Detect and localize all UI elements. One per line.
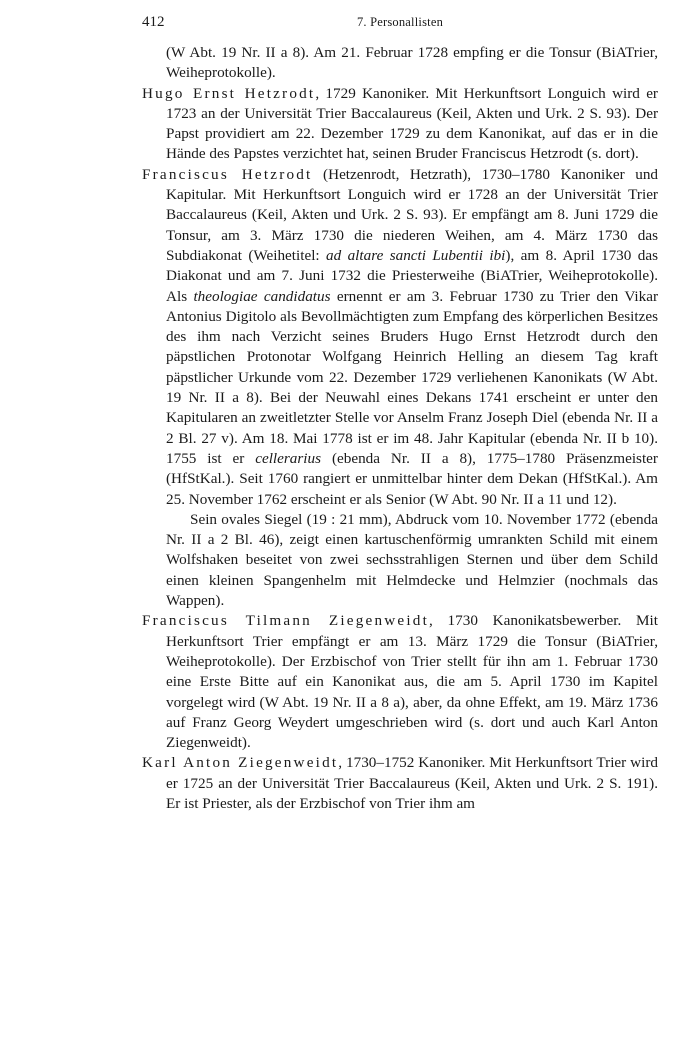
entry-name: Franciscus Hetzrodt — [142, 165, 313, 183]
entry-franciscus-tilmann-ziegenweidt: Franciscus Tilmann Ziegenweidt, 1730 Kanonikatsbewerber. Mit Herkunftsort Trier empfängt er am 13. März 1729 die Tonsur (BiATrier, Weiheprotokolle). Der Erzbischof von Trier stellt für ihn am 1. Februar 1730 eine Erste Bitte auf ein Kanonikat aus, die am 5. April 1730 im Kapitel vorgelegt wird (W Abt. 19 Nr. II a 8 a), aber, da ohne Effekt, am 19. März 1736 auf Franz Georg Weydert umgeschrieben wird (s. dort und auch Karl Anton Ziegenweidt). — [142, 612, 658, 752]
entry-karl-anton-ziegenweidt: Karl Anton Ziegenweidt, 1730–1752 Kanoniker. Mit Herkunftsort Trier wird er 1725 an der Universität Trier Baccalaureus (Keil, Akten und Urk. 2 S. 191). Er ist Priester, als der Erzbischof von Trier ihm am — [142, 754, 658, 812]
entry-franciscus-hetzrodt: Franciscus Hetzrodt (Hetzenrodt, Hetzrath), 1730–1780 Kanoniker und Kapitular. Mit Herkunftsort Longuich wird er 1728 an der Universität Trier Baccalaureus (Keil, Akten und Urk. 2 S. 93). Er empfängt am 8. Juni 1729 die Tonsur, am 3. März 1730 die niederen Weihen, am 4. März 1730 das Subdiakonat (Weihetitel: ad altare sancti Lubentii ibi), am 8. April 1730 das Diakonat und am 7. Juni 1732 die Priesterweihe (BiATrier, Weiheprotokolle). Als theologiae candidatus ernennt er am 3. Februar 1730 zu Trier den Vikar Antonius Digitolo als Bevollmächtigten zum Empfang des körperlichen Besitzes des ihm nach Verzicht seines Bruders Hugo Ernst Hetzrodt durch den päpstlichen Protonotar Wolfgang Heinrich Helling an diesem Tag kraft päpstlicher Urkunde vom 22. Dezember 1729 verliehenen Kanonikats (W Abt. 19 Nr. II a 8). Bei der Neuwahl eines Dekans 1741 erscheint er unter den Kapitularen an zweitletzter Stelle vor Anselm Franz Joseph Diel (ebenda Nr. II a 2 Bl. 27 v). Am 18. Mai 1778 ist er im 48. Jahr Kapitular (ebenda Nr. II b 10). 1755 ist er cellerarius (ebenda Nr. II a 8), 1775–1780 Präsenzmeister (HfStKal.). Seit 1760 rangiert er unmittelbar hinter dem Dekan (HfStKal.). Am 25. November 1762 erscheint er als Senior (W Abt. 90 Nr. II a 11 und 12). — [142, 165, 659, 508]
text-body — [142, 43, 658, 814]
seal-description: Sein ovales Siegel (19 : 21 mm), Abdruck vom 10. November 1772 (ebenda Nr. II a 2 Bl. 46), zeigt einen kartuschenförmig umrankten Schild mit einem Wolfshaken beseitet von zwei sechsstrahligen Sternen und über dem Schild einen kleinen Spangenhelm mit Helmdecke und Helmzier (nochmals das Wappen). — [166, 510, 658, 610]
page-number: 412 — [142, 14, 165, 30]
entry-hugo-hetzrodt: Hugo Ernst Hetzrodt, 1729 Kanoniker. Mit Herkunftsort Longuich wird er 1723 an der Universität Trier Baccalaureus (Keil, Akten und Urk. 2 S. 93). Der Papst providiert am 22. Dezember 1729 zu dem Kanonikat, auf das er in die Hände des Papstes verzichtet hat, seinen Bruder Franciscus Hetzrodt (s. dort). — [142, 84, 658, 163]
running-head: 7. Personallisten — [356, 15, 444, 29]
entry-name: Hugo Ernst Hetzrodt — [142, 84, 316, 102]
page-header — [142, 14, 658, 34]
entry-name: Karl Anton Ziegenweidt — [142, 754, 339, 772]
continued-paragraph: (W Abt. 19 Nr. II a 8). Am 21. Februar 1728 empfing er die Tonsur (BiATrier, Weiheprotokolle). — [166, 44, 658, 82]
entry-name: Franciscus Tilmann Ziegenweidt — [142, 612, 430, 630]
